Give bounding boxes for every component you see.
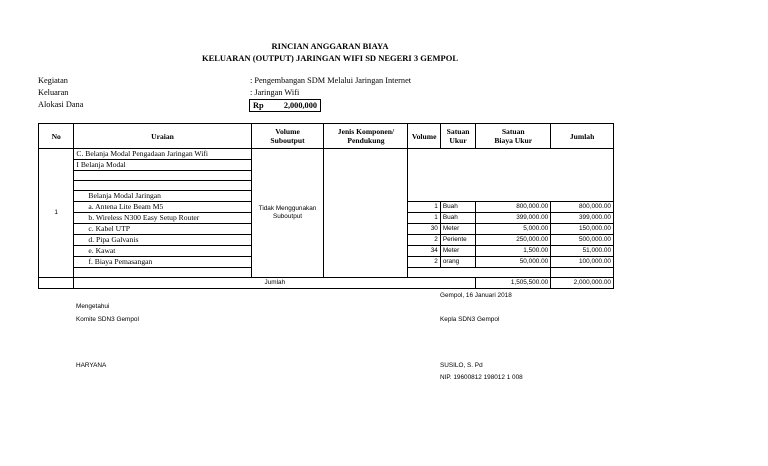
left-signatory-name: HARYANA bbox=[76, 362, 107, 369]
header-volume: Volume bbox=[408, 124, 440, 149]
header-jumlah: Jumlah bbox=[551, 124, 614, 149]
item-name: c. Kabel UTP bbox=[74, 224, 251, 235]
item-unit: Meter bbox=[440, 246, 475, 257]
kepala-label: Kepla SDN3 Gempol bbox=[440, 316, 500, 323]
jumlah-label: Jumlah bbox=[74, 278, 476, 289]
blank-cell bbox=[39, 278, 74, 289]
item-name: f. Biaya Pemasangan bbox=[74, 257, 251, 268]
blank-cell bbox=[74, 181, 251, 191]
mengetahui-label: Mengetahui bbox=[76, 303, 110, 310]
kegiatan-label: Kegiatan bbox=[38, 76, 68, 85]
blank-cell bbox=[551, 268, 614, 278]
keluaran-value: : Jaringan Wifi bbox=[250, 88, 300, 97]
alokasi-label: Alokasi Dana bbox=[38, 100, 84, 109]
item-unit: Buah bbox=[440, 213, 475, 224]
item-unit: Periente bbox=[440, 235, 475, 246]
document-title: RINCIAN ANGGARAN BIAYA bbox=[271, 41, 389, 51]
header-no: No bbox=[39, 124, 74, 149]
item-price: 399,000.00 bbox=[476, 213, 551, 224]
blank-cell bbox=[408, 268, 551, 278]
item-total: 150,000.00 bbox=[551, 224, 614, 235]
budget-table bbox=[38, 123, 614, 289]
item-volume: 1 bbox=[408, 213, 440, 224]
document-subtitle: KELUARAN (OUTPUT) JARINGAN WIFI SD NEGERI 3 GEMPOL bbox=[201, 53, 459, 63]
item-volume: 1 bbox=[408, 202, 440, 213]
section-bmj: Belanja Modal Jaringan bbox=[74, 191, 251, 202]
item-price: 250,000.00 bbox=[476, 235, 551, 246]
place-date: Gempol, 16 Januari 2018 bbox=[440, 292, 512, 299]
header-volume-suboutput: Volume Suboutput bbox=[251, 124, 324, 149]
alokasi-value: 2,000,000 bbox=[283, 101, 317, 110]
volume-suboutput-cell: Tidak Menggunakan Suboutput bbox=[251, 149, 324, 278]
item-unit: Buah bbox=[440, 202, 475, 213]
table-row bbox=[39, 149, 614, 160]
empty-block bbox=[408, 149, 614, 202]
keluaran-label: Keluaran bbox=[38, 88, 69, 97]
section-i: I Belanja Modal bbox=[74, 160, 251, 171]
item-total: 100,000.00 bbox=[551, 257, 614, 268]
header-uraian: Uraian bbox=[74, 124, 251, 149]
item-total: 399,000.00 bbox=[551, 213, 614, 224]
item-total: 800,000.00 bbox=[551, 202, 614, 213]
total-row bbox=[39, 278, 614, 289]
header-satuan-biaya: Satuan Biaya Ukur bbox=[476, 124, 551, 149]
item-price: 1,500.00 bbox=[476, 246, 551, 257]
table-header-row bbox=[39, 124, 614, 149]
jumlah-total: 2,000,000.00 bbox=[551, 278, 614, 289]
item-price: 800,000.00 bbox=[476, 202, 551, 213]
jumlah-price: 1,505,500.00 bbox=[476, 278, 551, 289]
alokasi-currency: Rp bbox=[253, 101, 264, 110]
komite-label: Komite SDN3 Gempol bbox=[76, 316, 139, 323]
right-signatory-nip: NIP. 19600812 198012 1 008 bbox=[440, 374, 523, 381]
right-signatory-name: SUSILO, S. Pd bbox=[440, 362, 483, 369]
item-name: a. Antena Lite Beam M5 bbox=[74, 202, 251, 213]
row-number: 1 bbox=[39, 149, 74, 278]
item-price: 50,000.00 bbox=[476, 257, 551, 268]
jenis-komponen-cell bbox=[324, 149, 408, 278]
item-unit: orang bbox=[440, 257, 475, 268]
item-volume: 2 bbox=[408, 235, 440, 246]
item-total: 500,000.00 bbox=[551, 235, 614, 246]
alokasi-box bbox=[249, 99, 321, 112]
blank-cell bbox=[74, 268, 251, 278]
item-name: e. Kawat bbox=[74, 246, 251, 257]
header-satuan-ukur: Satuan Ukur bbox=[440, 124, 475, 149]
item-volume: 34 bbox=[408, 246, 440, 257]
blank-cell bbox=[74, 171, 251, 181]
item-volume: 30 bbox=[408, 224, 440, 235]
item-name: d. Pipa Galvanis bbox=[74, 235, 251, 246]
item-volume: 2 bbox=[408, 257, 440, 268]
section-c: C. Belanja Modal Pengadaan Jaringan Wifi bbox=[74, 149, 251, 160]
item-total: 51,000.00 bbox=[551, 246, 614, 257]
kegiatan-value: : Pengembangan SDM Melalui Jaringan Internet bbox=[250, 76, 412, 85]
item-name: b. Wireless N300 Easy Setup Router bbox=[74, 213, 251, 224]
item-unit: Meter bbox=[440, 224, 475, 235]
item-price: 5,000.00 bbox=[476, 224, 551, 235]
header-jenis-komponen: Jenis Komponen/ Pendukung bbox=[324, 124, 408, 149]
